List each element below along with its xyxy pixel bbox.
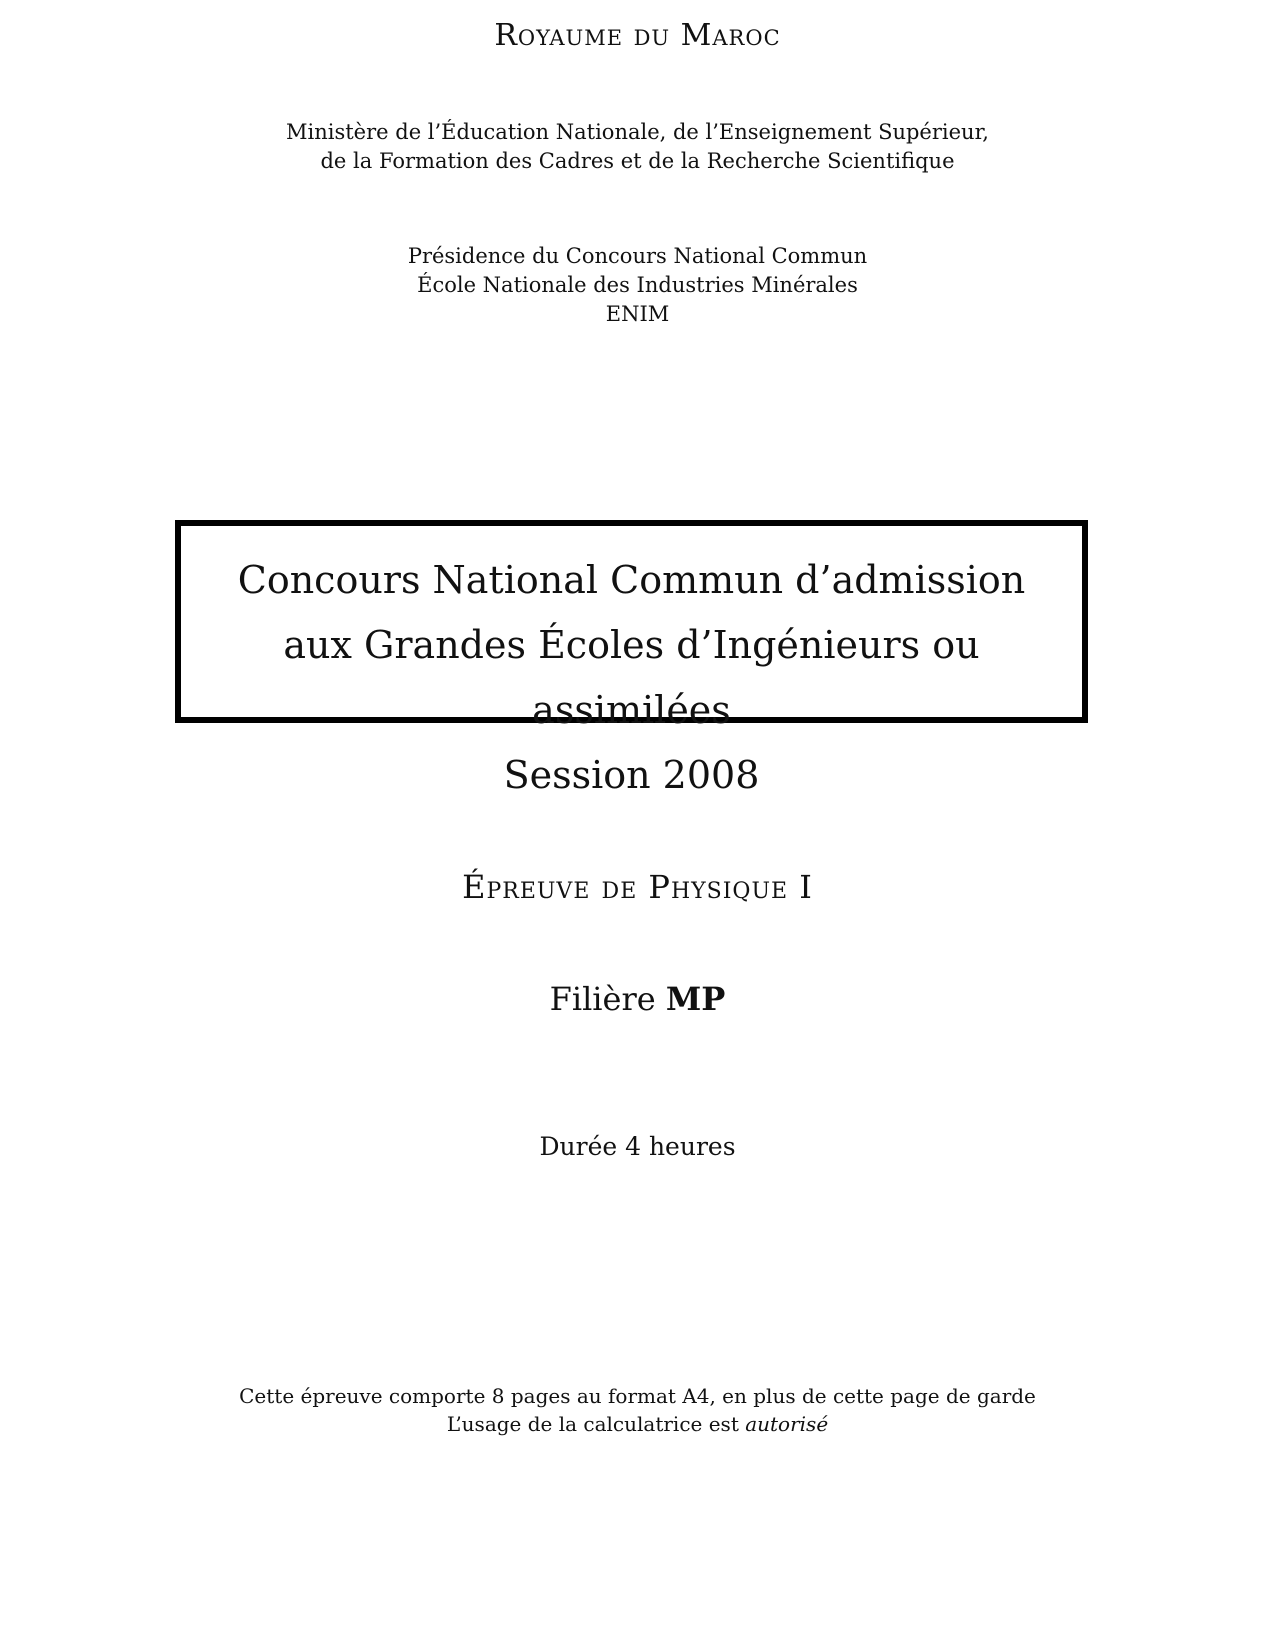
duration-text: Durée 4 heures: [539, 1132, 736, 1161]
ministry-line-1: Ministère de l’Éducation Nationale, de l’Enseignement Supérieur,: [286, 120, 989, 144]
exam-title-text: Épreuve de Physique I: [462, 868, 813, 906]
footer-notes: [0, 1382, 1275, 1438]
contest-title-line-1: Concours National Commun d’admission: [237, 558, 1026, 602]
calculator-note: [0, 1410, 1275, 1438]
contest-session: Session 2008: [503, 753, 760, 797]
ministry-line-2: de la Formation des Cadres et de la Recherche Scientifique: [320, 149, 955, 173]
ministry-block: [0, 118, 1275, 176]
calculator-note-prefix: L’usage de la calculatrice est: [446, 1412, 739, 1436]
pages-note: Cette épreuve comporte 8 pages au format A4, en plus de cette page de garde: [239, 1384, 1036, 1408]
calculator-status: autorisé: [745, 1412, 829, 1436]
presidency-block: [0, 242, 1275, 329]
presidency-line-2: École Nationale des Industries Minérales: [417, 273, 858, 297]
contest-title-box: [175, 520, 1088, 797]
kingdom-heading: [0, 18, 1275, 53]
contest-title-line-2: aux Grandes Écoles d’Ingénieurs ou assimilées: [283, 623, 980, 732]
presidency-line-3: ENIM: [605, 302, 670, 326]
kingdom-text: Royaume du Maroc: [494, 18, 781, 53]
filiere-value: MP: [665, 980, 726, 1018]
exam-title: [0, 868, 1275, 906]
duration-line: [0, 1132, 1275, 1161]
filiere-label: Filière: [549, 980, 656, 1018]
filiere-line: [0, 980, 1275, 1018]
presidency-line-1: Présidence du Concours National Commun: [407, 244, 868, 268]
